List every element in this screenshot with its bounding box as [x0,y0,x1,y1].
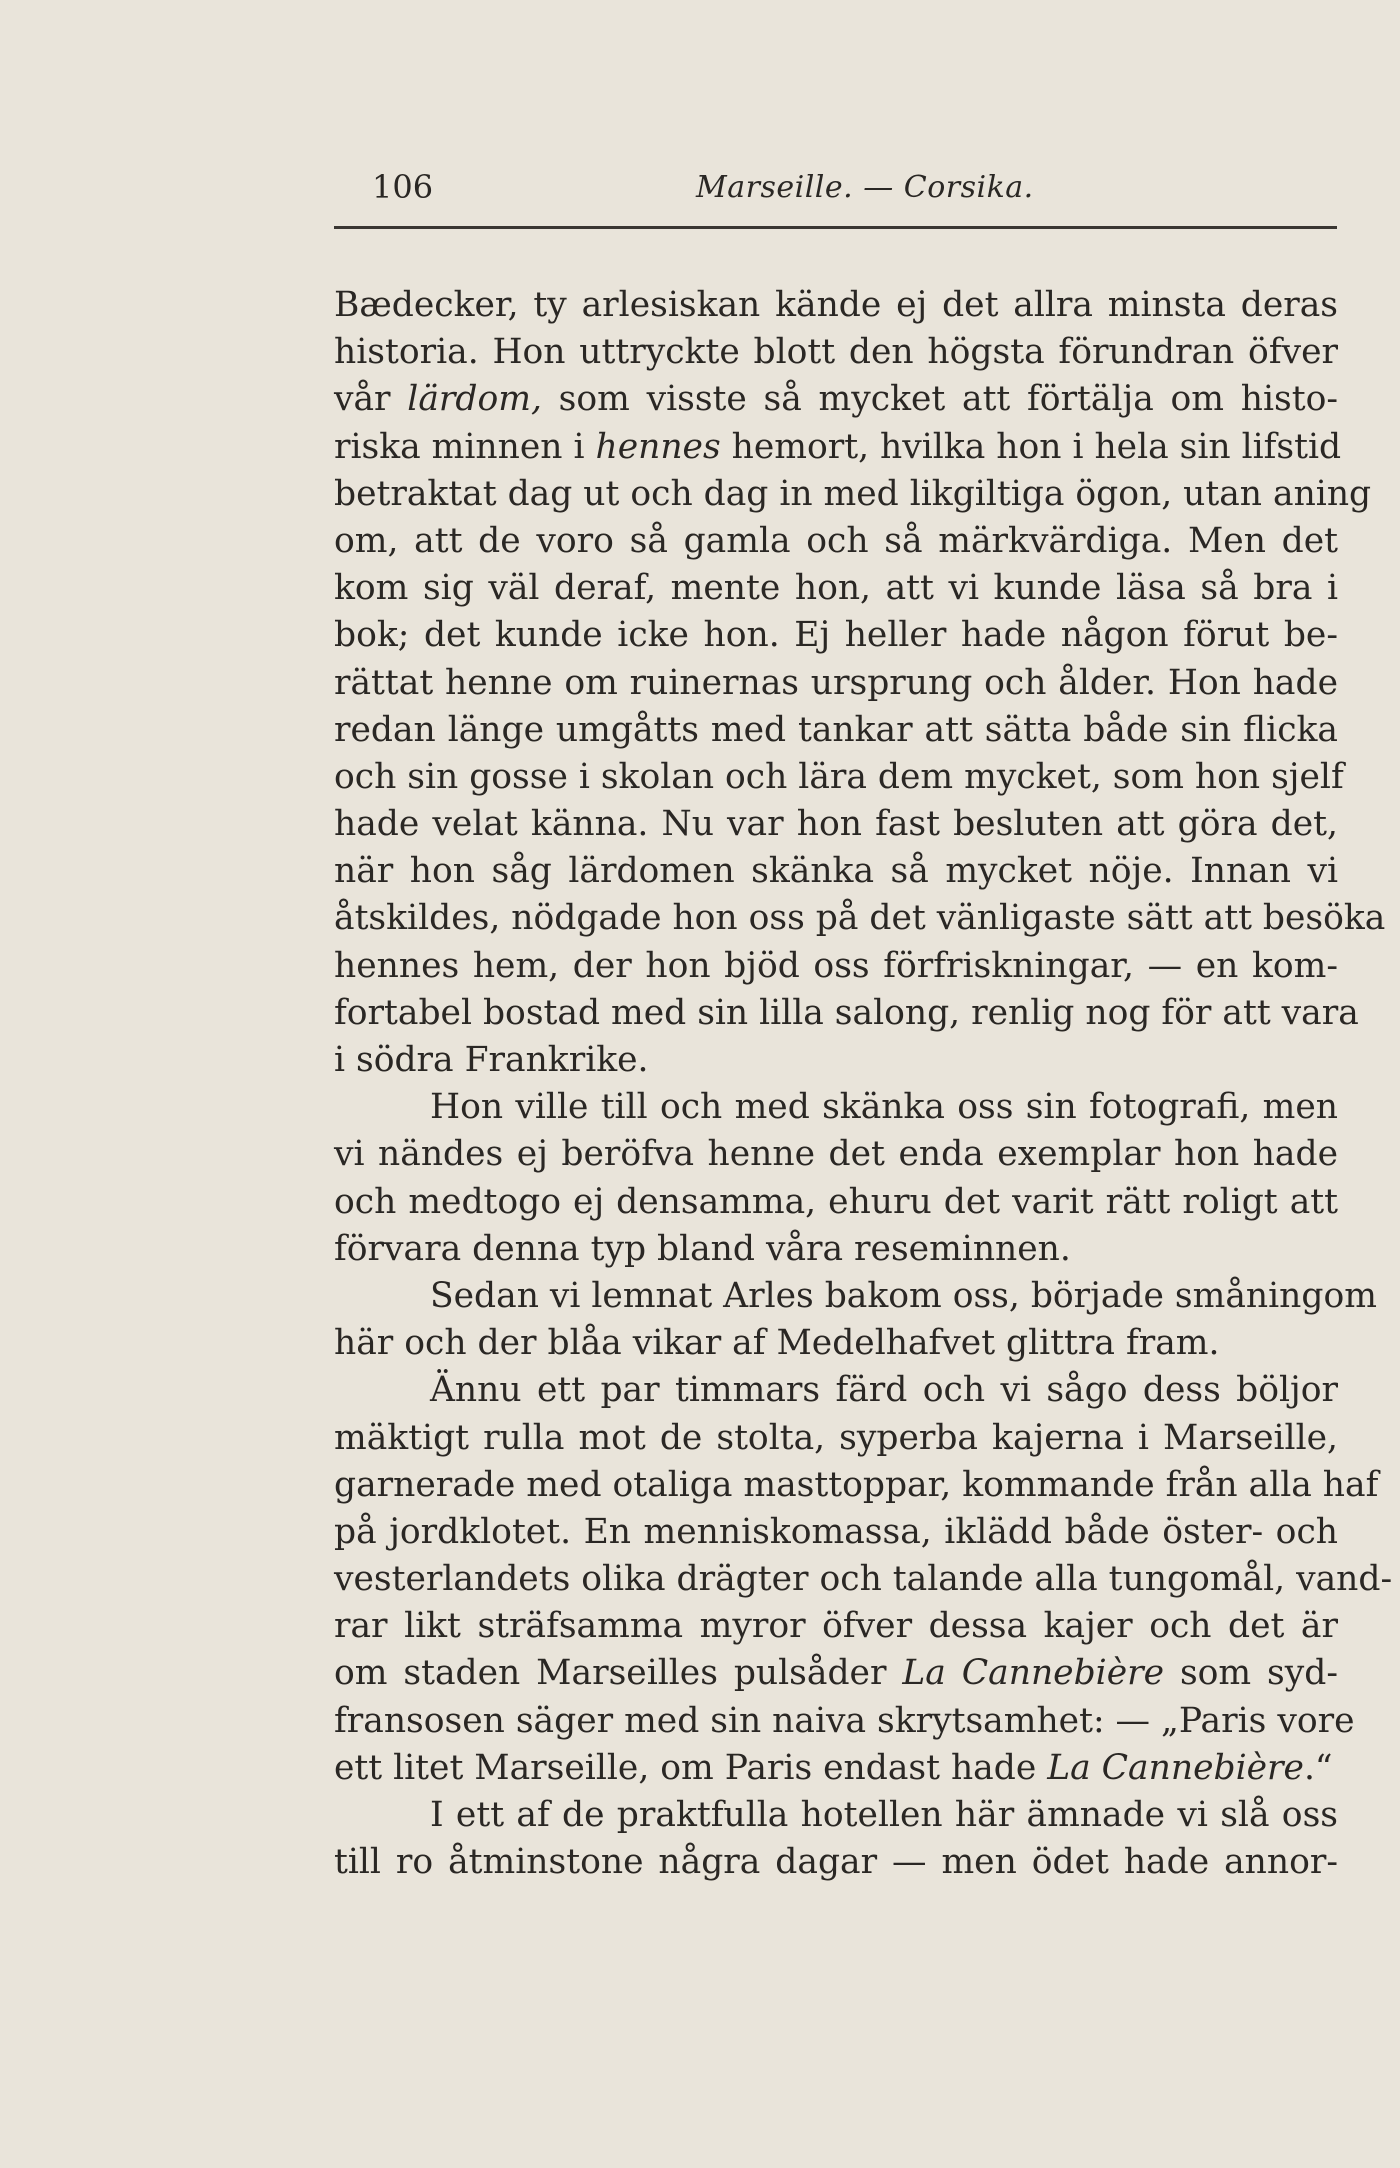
text-line: rättat henne om ruinernas ursprung och ålder. Hon hade [334,662,1338,703]
text-line: och sin gosse i skolan och lära dem mycket, som hon sjelf [334,756,1344,797]
text-line: betraktat dag ut och dag in med likgiltiga ögon, utan aning [334,473,1372,514]
text-line: historia. Hon uttryckte blott den högsta förundran öfver [334,332,1338,373]
text-line: hade velat känna. Nu var hon fast besluten att göra det, [334,804,1338,845]
text-line: fortabel bostad med sin lilla salong, renlig nog för att vara [334,992,1359,1033]
text-line: garnerade med otaliga masttoppar, kommande från alla haf [334,1464,1379,1505]
text-line: här och der blåa vikar af Medelhafvet glittra fram. [334,1323,1220,1364]
text-line: fransosen säger med sin naiva skrytsamhet: — „Paris vore [334,1700,1355,1741]
text-line: förvara denna typ bland våra reseminnen. [334,1228,1071,1269]
text-line: ett litet Marseille, om Paris endast hade La Cannebière.“ [334,1747,1333,1788]
body-text [334,282,1393,1886]
text-line: rar likt sträfsamma myror öfver dessa kajer och det är [334,1606,1338,1647]
text-line: redan länge umgåtts med tankar att sätta både sin flicka [334,709,1338,750]
text-line: Ännu ett par timmars färd och vi sågo dess böljor [430,1370,1338,1411]
text-line: till ro åtminstone några dagar — men ödet hade annor- [334,1842,1338,1883]
page-number: 106 [372,168,434,206]
text-line: i södra Frankrike. [334,1040,649,1080]
text-line: Bædecker, ty arlesiskan kände ej det allra minsta deras [334,285,1338,325]
text-line: Sedan vi lemnat Arles bakom oss, började småningom [430,1275,1377,1316]
text-line: och medtogo ej densamma, ehuru det varit rätt roligt att [334,1181,1338,1222]
text-line: om staden Marseilles pulsåder La Cannebière som syd- [334,1653,1338,1694]
text-line: åtskildes, nödgade hon oss på det vänligaste sätt att besöka [334,898,1386,939]
text-line: bok; det kunde icke hon. Ej heller hade någon förut be- [334,615,1338,656]
running-title: Marseille. — Corsika. [696,170,1034,205]
text-line: riska minnen i hennes hemort, hvilka hon i hela sin lifstid [334,426,1342,467]
text-line: på jordklotet. En menniskomassa, iklädd både öster- och [334,1511,1338,1552]
header-rule [334,226,1337,229]
page-header [334,168,1334,228]
text-line: vår lärdom, som visste så mycket att förtälja om histo- [334,379,1338,420]
text-line: kom sig väl deraf, mente hon, att vi kunde läsa så bra i [334,568,1338,609]
text-line: Hon ville till och med skänka oss sin fotografi, men [430,1087,1338,1128]
text-line: hennes hem, der hon bjöd oss förfriskningar, — en kom- [334,945,1338,986]
text-line: när hon såg lärdomen skänka så mycket nöje. Innan vi [334,851,1338,892]
text-line: vi nändes ej beröfva henne det enda exemplar hon hade [334,1134,1338,1175]
text-line: mäktigt rulla mot de stolta, syperba kajerna i Marseille, [334,1417,1338,1458]
text-line: I ett af de praktfulla hotellen här ämnade vi slå oss [430,1795,1338,1835]
text-line: om, att de voro så gamla och så märkvärdiga. Men det [334,520,1338,561]
text-line: vesterlandets olika drägter och talande alla tungomål, vand- [334,1559,1393,1600]
